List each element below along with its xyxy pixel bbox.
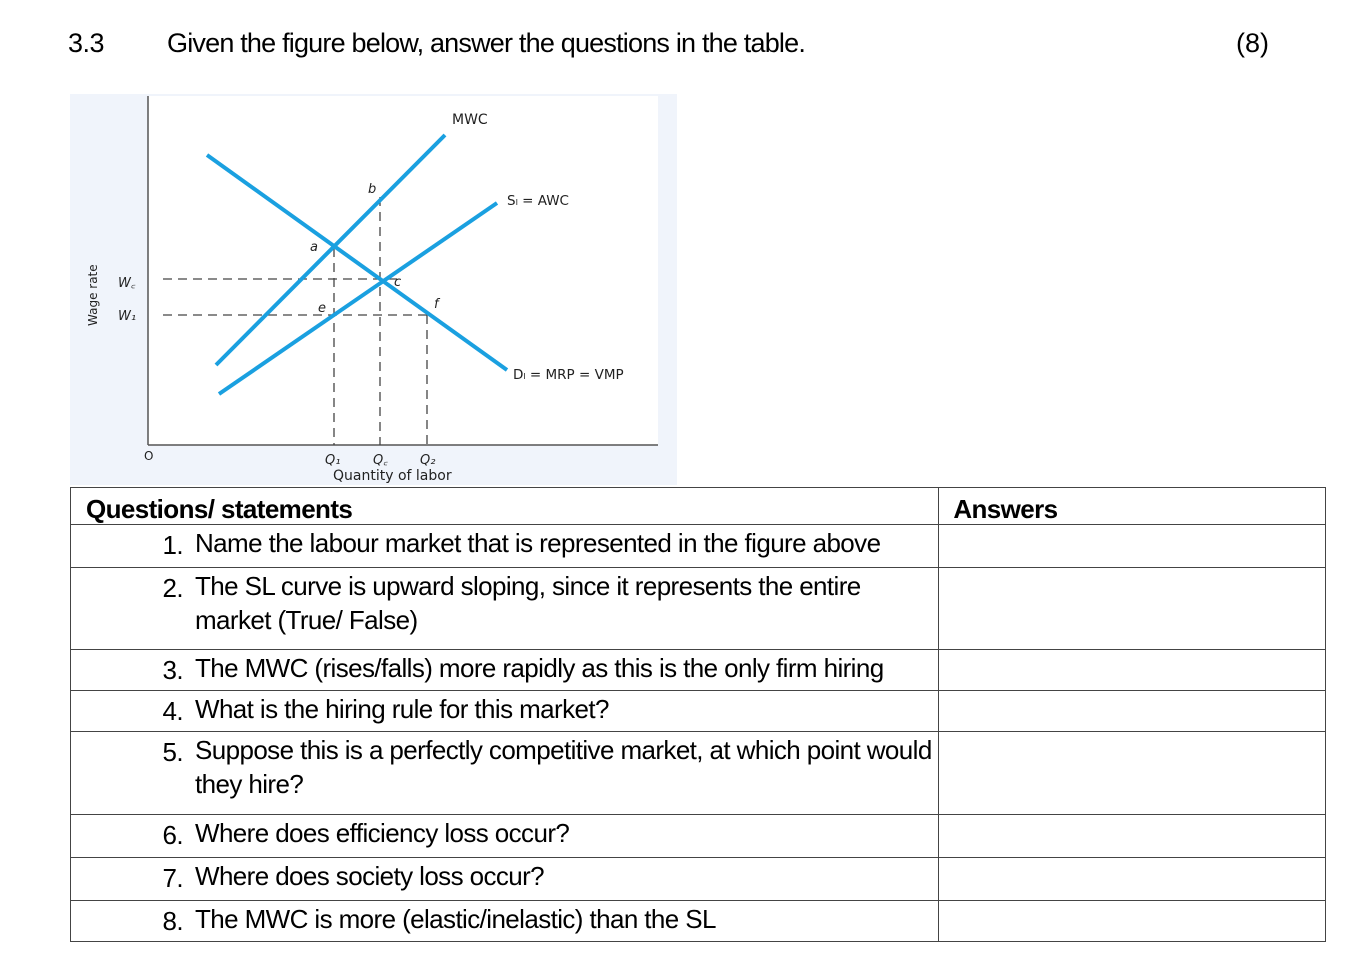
point-c-label: c [394, 275, 402, 290]
plot-area [148, 96, 658, 445]
answer-cell[interactable] [939, 901, 1326, 942]
answer-cell[interactable] [939, 525, 1326, 568]
table-row [71, 525, 1326, 568]
row-question: The MWC (rises/falls) more rapidly as this is the only firm hiring [195, 653, 884, 683]
w1-tick-label: W₁ [118, 309, 137, 324]
q1-tick-label: Q₁ [325, 453, 341, 468]
row-number: 6. [162, 820, 183, 850]
row-number: 4. [162, 696, 183, 726]
questions-header: Questions/ statements [86, 494, 353, 524]
question-instruction: Given the figure below, answer the questions in the table. [167, 28, 806, 58]
answer-cell[interactable] [939, 732, 1326, 815]
row-question: What is the hiring rule for this market? [195, 694, 609, 724]
table-row [71, 901, 1326, 942]
table-row [71, 691, 1326, 732]
row-number: 5. [162, 737, 183, 767]
answer-cell[interactable] [939, 691, 1326, 732]
table-row [71, 568, 1326, 650]
wc-tick-label: W꜀ [118, 276, 136, 291]
y-axis-title: Wage rate [86, 264, 100, 326]
table-row [71, 858, 1326, 901]
answer-cell[interactable] [939, 650, 1326, 691]
mwc-label: MWC [452, 112, 488, 128]
row-question: Name the labour market that is represented in the figure above [195, 528, 881, 558]
row-number: 8. [162, 906, 183, 936]
monopsony-chart [70, 94, 677, 485]
question-marks: (8) [1236, 28, 1269, 58]
supply-label: Sₗ = AWC [507, 193, 569, 209]
row-question: The SL curve is upward sloping, since it represents the entire market (True/ False) [195, 571, 861, 635]
row-question: Where does efficiency loss occur? [195, 818, 570, 848]
answer-cell[interactable] [939, 858, 1326, 901]
demand-label: Dₗ = MRP = VMP [513, 367, 624, 383]
point-f-label: f [434, 297, 439, 312]
table-header-row [71, 488, 1326, 525]
answer-cell[interactable] [939, 568, 1326, 650]
row-number: 3. [162, 655, 183, 685]
row-number: 7. [162, 863, 183, 893]
labour-market-figure [70, 94, 677, 485]
point-a-label: a [310, 240, 318, 255]
table-row [71, 650, 1326, 691]
question-number: 3.3 [68, 28, 105, 58]
x-axis-title: Quantity of labor [333, 468, 452, 484]
row-question: Suppose this is a perfectly competitive market, at which point would they hire? [195, 735, 932, 799]
table-row [71, 732, 1326, 815]
row-question: Where does society loss occur? [195, 861, 545, 891]
answer-cell[interactable] [939, 815, 1326, 858]
row-number: 1. [162, 530, 183, 560]
table-row [71, 815, 1326, 858]
answers-header: Answers [953, 494, 1058, 524]
questions-table [70, 487, 1326, 942]
point-e-label: e [318, 301, 326, 316]
q2-tick-label: Q₂ [420, 453, 436, 468]
qc-tick-label: Q꜀ [373, 453, 388, 468]
origin-label: O [144, 449, 154, 463]
point-b-label: b [368, 182, 377, 197]
row-question: The MWC is more (elastic/inelastic) than the SL [195, 904, 716, 934]
row-number: 2. [162, 573, 183, 603]
